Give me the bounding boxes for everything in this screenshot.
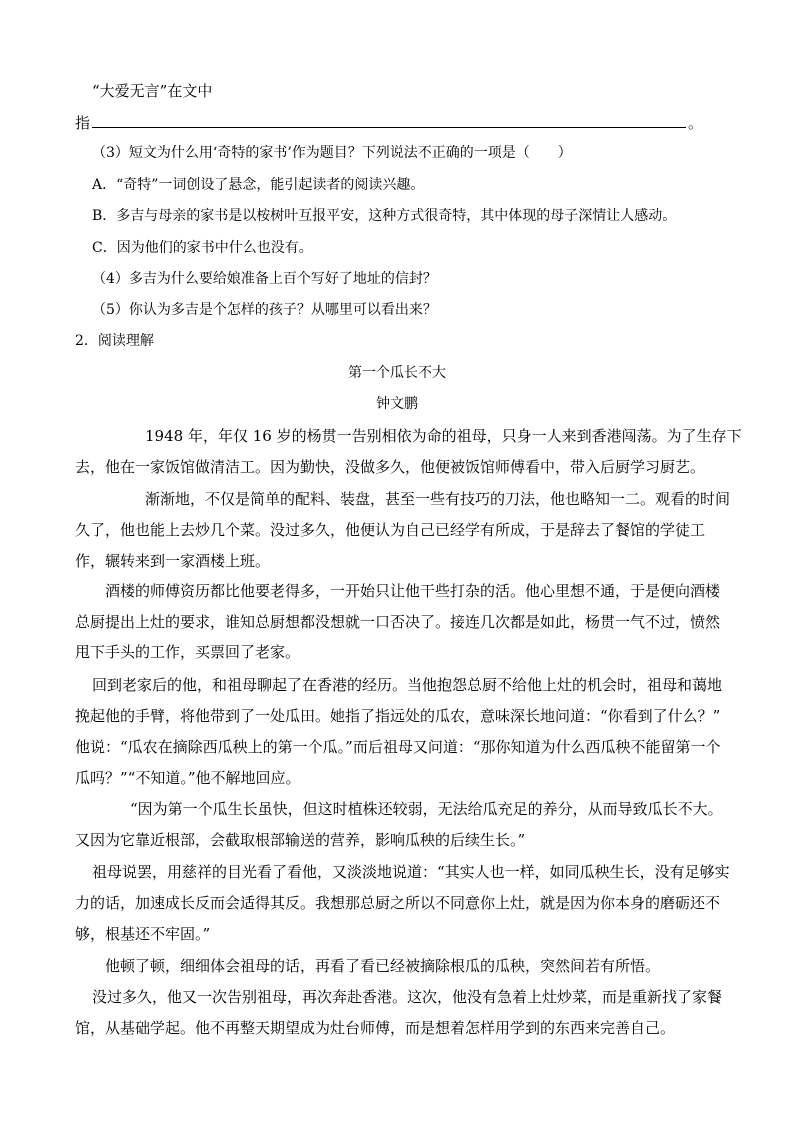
question-4: （4）多吉为什么要给娘准备上百个写好了地址的信封？ <box>92 271 437 287</box>
story-author: 钟文鹏 <box>376 396 418 412</box>
question-3-option-b: B．多吉与母亲的家书是以桉树叶互报平安，这种方式很奇特，其中体现的母子深情让人感动。 <box>92 208 677 224</box>
story-line: 甩下手头的工作，买票回了老家。 <box>75 643 301 661</box>
q2-prompt: “大爱无言”在文中 <box>92 82 213 100</box>
question-3-option-c: C．因为他们的家书中什么也没有。 <box>92 240 313 256</box>
story-line: 馆，从基础学起。他不再整天期望成为灶台师傅，而是想着怎样用学到的东西来完善自己。 <box>75 1019 676 1037</box>
story-line: 挽起他的手臂，将他带到了一处瓜田。她指了指远处的瓜农，意味深长地问道：“你看到了什么？” <box>75 707 721 725</box>
story-line: 他顿了顿，细细体会祖母的话，再看了看已经被摘除根瓜的瓜秧，突然间若有所悟。 <box>105 957 661 975</box>
question-3-option-a: A．“奇特”一词创设了悬念，能引起读者的阅读兴趣。 <box>92 177 425 193</box>
q2-fill-end: 。 <box>688 114 704 132</box>
story-line: 又因为它靠近根部，会截取根部输送的营养，影响瓜秧的后续生长。” <box>75 831 526 849</box>
story-line: 渐渐地，不仅是简单的配料、装盘，甚至一些有技巧的刀法，他也略知一二。观看的时间 <box>145 490 731 508</box>
story-line: 久了，他也能上去炒几个菜。没过多久，他便认为自己已经学有所成，于是辞去了餐馆的学徒工 <box>75 521 706 539</box>
q2-fill-label: 指 <box>75 114 91 132</box>
story-line: 够，根基还不牢固。” <box>75 925 211 943</box>
story-title: 第一个瓜长不大 <box>348 365 446 381</box>
story-line: 作，辗转来到一家酒楼上班。 <box>75 552 271 570</box>
story-line: 去，他在一家饭馆做清洁工。因为勤快，没做多久，他便被饭馆师傅看中，带入后厨学习厨艺。 <box>75 458 706 476</box>
story-line: 没过多久，他又一次告别祖母，再次奔赴香港。这次，他没有急着上灶炒菜，而是重新找了家餐 <box>92 988 723 1006</box>
story-line: 酒楼的师傅资历都比他要老得多，一开始只让他干些打杂的活。他心里想不通，于是便向酒楼 <box>105 582 721 600</box>
story-line: 1948 年，年仅 16 岁的杨贯一告别相依为命的祖母，只身一人来到香港闯荡。为了生存下 <box>145 427 742 445</box>
story-line: “因为第一个瓜生长虽快，但这时植株还较弱，无法给瓜充足的养分，从而导致瓜长不大。 <box>130 800 723 818</box>
question-5: （5）你认为多吉是个怎样的孩子？从哪里可以看出来？ <box>92 302 437 318</box>
story-line: 瓜吗？”“不知道。”他不解地回应。 <box>75 769 301 787</box>
story-line: 力的话，加速成长反而会适得其反。我想那总厨之所以不同意你上灶，就是因为你本身的磨砺还不 <box>75 894 721 912</box>
story-line: 总厨提出上灶的要求，谁知总厨想都没想就一口否决了。接连几次都是如此，杨贯一气不过，愤然 <box>75 613 721 631</box>
story-line: 祖母说罢，用慈祥的目光看了看他，又淡淡地说道：“其实人也一样，如同瓜秧生长，没有足够实 <box>92 863 730 881</box>
answer-blank-line <box>92 127 686 128</box>
story-line: 他说：“瓜农在摘除西瓜秧上的第一个瓜。”而后祖母又问道：“那你知道为什么西瓜秧不能留第一个 <box>75 738 721 756</box>
question-3-stem: （3）短文为什么用‘奇特的家书’作为题目？下列说法不正确的一项是（ ） <box>92 145 572 161</box>
section-2-heading: 2．阅读理解 <box>75 333 154 349</box>
story-line: 回到老家后的他，和祖母聊起了在香港的经历。当他抱怨总厨不给他上灶的机会时，祖母和蔼地 <box>92 676 723 694</box>
